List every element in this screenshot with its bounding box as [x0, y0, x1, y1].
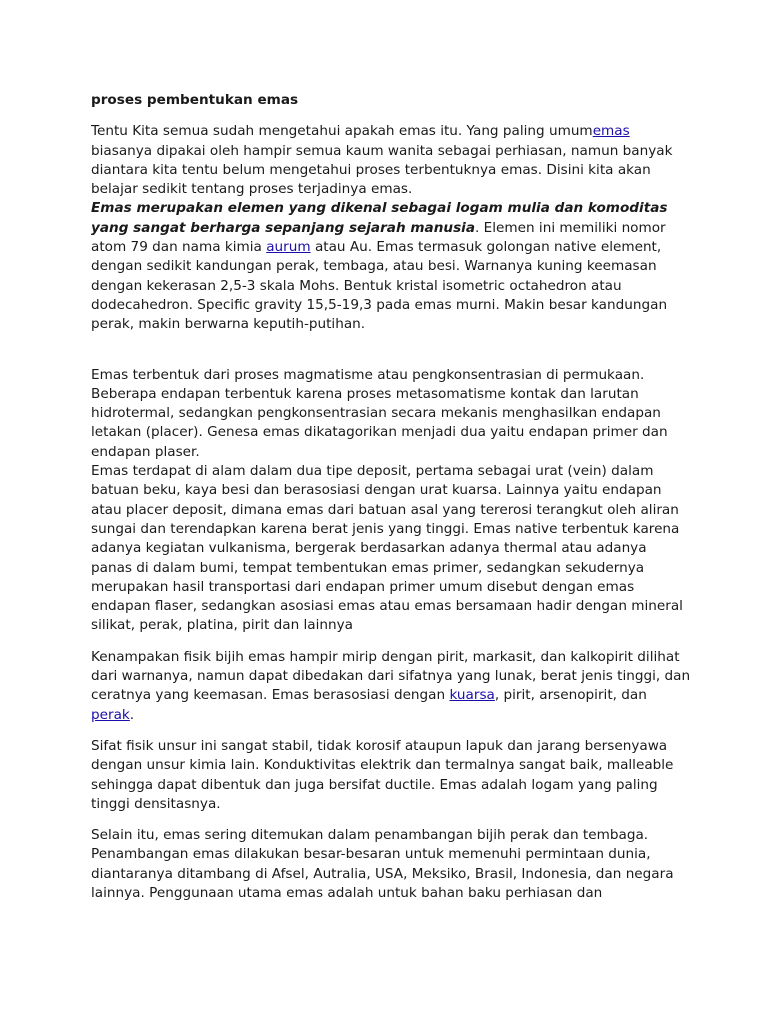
- link-perak[interactable]: perak: [91, 706, 130, 723]
- paragraph-deposits: Emas terdapat di alam dalam dua tipe deposit, pertama sebagai urat (vein) dalam batuan beku, kaya besi dan berasosiasi dengan urat kuarsa. Lainnya yaitu endapan atau placer deposit, dimana emas dari batuan asal yang tererosi terangkut oleh aliran sungai dan terendapkan karena berat jenis yang tinggi. Emas native terbentuk karena adanya kegiatan vulkanisma, bergerak berdasarkan adanya thermal atau adanya panas di dalam bumi, tempat tembentukan emas primer, sedangkan sekudernya merupakan hasil transportasi dari endapan primer umum disebut dengan emas endapan flaser, sedangkan asosiasi emas atau emas bersamaan hadir dengan mineral silikat, perak, platina, pirit dan lainnya: [91, 463, 683, 634]
- definition-text-2: atau Au. Emas termasuk golongan native element, dengan sedikit kandungan perak, tembaga, atau besi. Warnanya kuning keemasan dengan kekerasan 2,5-3 skala Mohs. Bentuk kristal isometric octahedron atau dodecahedron. Specific gravity 15,5-19,3 pada emas murni. Makin besar kandungan perak, makin berwarna keputih-putihan.: [91, 239, 668, 333]
- link-emas[interactable]: emas: [592, 123, 630, 140]
- definition-text-1: . Elemen ini memiliki nomor atom 79 dan nama kimia: [91, 219, 666, 256]
- paragraph-appearance: [91, 648, 691, 725]
- definition-emphasis: Emas merupakan elemen yang dikenal sebagai logam mulia dan komoditas yang sangat berharga sepanjang sejarah manusia: [91, 200, 668, 236]
- appearance-text-3: .: [129, 706, 135, 723]
- paragraph-mining: Selain itu, emas sering ditemukan dalam penambangan bijih perak dan tembaga. Penambangan emas dilakukan besar-besaran untuk memenuhi permintaan dunia, diantaranya ditambang di Afsel, Autralia, USA, Meksiko, Brasil, Indonesia, dan negara lainnya. Penggunaan utama emas adalah untuk bahan baku perhiasan dan: [91, 827, 674, 901]
- paragraph-properties: Sifat fisik unsur ini sangat stabil, tidak korosif ataupun lapuk dan jarang bersenyawa dengan unsur kimia lain. Konduktivitas elektrik dan termalnya sangat baik, malleable sehingga dapat dibentuk dan juga bersifat ductile. Emas adalah logam yang paling tinggi densitasnya.: [91, 737, 674, 812]
- paragraph-formation: Emas terbentuk dari proses magmatisme atau pengkonsentrasian di permukaan. Beberapa endapan terbentuk karena proses metasomatisme kontak dan larutan hidrotermal, sedangkan pengkonsentrasian secara mekanis menghasilkan endapan letakan (placer). Genesa emas dikatagorikan menjadi dua yaitu endapan primer dan endapan plaser.: [91, 366, 668, 460]
- document-title: proses pembentukan emas: [91, 92, 299, 108]
- intro-text-2: biasanya dipakai oleh hampir semua kaum wanita sebagai perhiasan, namun banyak diantara kita tentu belum mengetahui proses terbentuknya emas. Disini kita akan belajar sedikit tentang proses terjadinya emas.: [91, 142, 673, 198]
- link-kuarsa[interactable]: kuarsa: [449, 687, 495, 704]
- document-body: [91, 91, 691, 903]
- appearance-text-2: , pirit, arsenopirit, dan: [494, 687, 647, 704]
- appearance-text-1: Kenampakan fisik bijih emas hampir mirip dengan pirit, markasit, dan kalkopirit dilihat dari warnanya, namun dapat dibedakan dari sifatnya yang lunak, berat jenis tinggi, dan ceratnya yang keemasan. Emas berasosiasi dengan: [91, 648, 691, 704]
- paragraph-intro: [91, 122, 691, 199]
- paragraph-definition: [91, 199, 691, 334]
- link-aurum[interactable]: aurum: [266, 239, 311, 256]
- intro-text-1: Tentu Kita semua sudah mengetahui apakah emas itu. Yang paling umum: [91, 123, 593, 140]
